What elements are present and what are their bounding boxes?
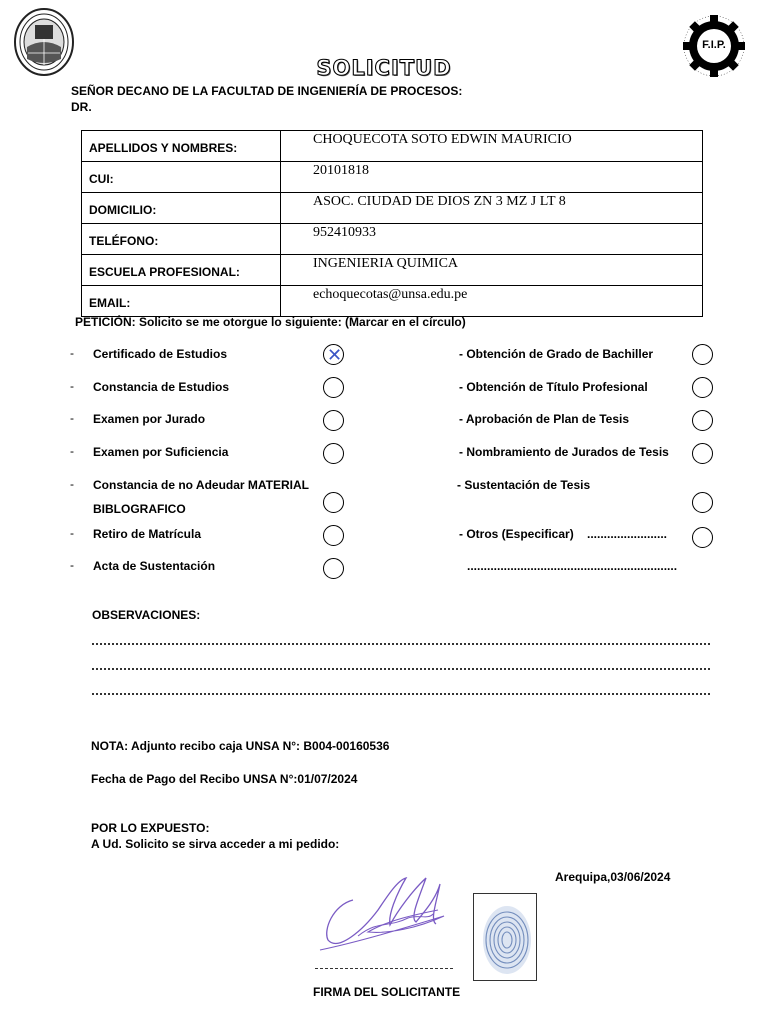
addressee-line: SEÑOR DECANO DE LA FACULTAD DE INGENIERÍA DE PROCESOS: (71, 84, 463, 98)
fingerprint-icon (474, 894, 537, 981)
field-label: DOMICILIO: (82, 193, 281, 224)
option-checkbox-titulo[interactable] (692, 377, 713, 398)
field-label: TELÉFONO: (82, 224, 281, 255)
option-label: Constancia de no Adeudar MATERIAL (93, 478, 310, 492)
option-label: - Aprobación de Plan de Tesis (459, 412, 630, 426)
fingerprint-box (473, 893, 537, 981)
field-label: EMAIL: (82, 286, 281, 317)
solicito-acceder: A Ud. Solicito se sirva acceder a mi pedido: (91, 837, 340, 851)
bullet-dash: - (70, 558, 74, 572)
otros-dots-line2[interactable]: ............................................................... (467, 559, 678, 573)
option-label: Retiro de Matrícula (93, 527, 202, 541)
bullet-dash: - (70, 444, 74, 458)
option-label: Examen por Jurado (93, 412, 206, 426)
option-label: Constancia de Estudios (93, 380, 230, 394)
observation-line[interactable] (92, 666, 710, 670)
option-label: - Nombramiento de Jurados de Tesis (459, 445, 669, 459)
nota-recibo: NOTA: Adjunto recibo caja UNSA N°: B004-00160536 (91, 739, 390, 753)
option-label: Examen por Suficiencia (93, 445, 229, 459)
option-checkbox-certificado[interactable] (323, 344, 344, 365)
option-checkbox-constancia[interactable] (323, 377, 344, 398)
bullet-dash: - (70, 477, 74, 491)
fip-logo-text: F.I.P. (702, 39, 726, 51)
email-value[interactable]: echoquecotas@unsa.edu.pe (281, 286, 703, 317)
option-checkbox-jurados-tesis[interactable] (692, 443, 713, 464)
phone-value[interactable]: 952410933 (281, 224, 703, 255)
option-label: Acta de Sustentación (93, 559, 216, 573)
otros-dots[interactable]: ........................ (587, 527, 668, 541)
table-row (82, 286, 703, 317)
address-value[interactable]: ASOC. CIUDAD DE DIOS ZN 3 MZ J LT 8 (281, 193, 703, 224)
option-checkbox-jurado[interactable] (323, 410, 344, 431)
document-title: SOLICITUD (316, 56, 452, 80)
table-row (82, 255, 703, 286)
table-row (82, 193, 703, 224)
option-checkbox-suficiencia[interactable] (323, 443, 344, 464)
fecha-pago: Fecha de Pago del Recibo UNSA N°:01/07/2024 (91, 772, 358, 786)
field-label: CUI: (82, 162, 281, 193)
option-label: - Obtención de Título Profesional (459, 380, 648, 394)
handwritten-signature (318, 870, 448, 956)
signature-line (315, 968, 453, 969)
applicant-info-table (81, 130, 703, 317)
name-value[interactable]: CHOQUECOTA SOTO EDWIN MAURICIO (281, 131, 703, 162)
field-label: ESCUELA PROFESIONAL: (82, 255, 281, 286)
table-row (82, 131, 703, 162)
check-x-icon: ✕ (327, 345, 343, 365)
option-checkbox-otros[interactable] (692, 527, 713, 548)
observation-line[interactable] (92, 641, 710, 645)
observations-heading: OBSERVACIONES: (92, 608, 201, 622)
addressee-dr: DR. (71, 100, 92, 114)
option-label: - Obtención de Grado de Bachiller (459, 347, 654, 361)
cui-value[interactable]: 20101818 (281, 162, 703, 193)
bullet-dash: - (70, 346, 74, 360)
option-checkbox-retiro[interactable] (323, 525, 344, 546)
place-date: Arequipa,03/06/2024 (555, 870, 671, 884)
option-checkbox-no-adeudar[interactable] (323, 492, 344, 513)
option-checkbox-plan-tesis[interactable] (692, 410, 713, 431)
option-label-cont: BIBLOGRAFICO (93, 502, 186, 516)
observation-line[interactable] (92, 691, 710, 695)
option-label: - Sustentación de Tesis (457, 478, 591, 492)
bullet-dash: - (70, 526, 74, 540)
table-row (82, 162, 703, 193)
por-lo-expuesto: POR LO EXPUESTO: (91, 821, 210, 835)
option-checkbox-bachiller[interactable] (692, 344, 713, 365)
option-checkbox-acta[interactable] (323, 558, 344, 579)
bullet-dash: - (70, 379, 74, 393)
table-row (82, 224, 703, 255)
petition-heading: PETICIÓN: Solicito se me otorgue lo siguiente: (Marcar en el círculo) (75, 315, 466, 329)
bullet-dash: - (70, 411, 74, 425)
signature-label: FIRMA DEL SOLICITANTE (313, 985, 461, 999)
option-label: - Otros (Especificar) (459, 527, 574, 541)
school-value[interactable]: INGENIERIA QUIMICA (281, 255, 703, 286)
option-checkbox-sustentacion[interactable] (692, 492, 713, 513)
field-label: APELLIDOS Y NOMBRES: (82, 131, 281, 162)
option-label: Certificado de Estudios (93, 347, 228, 361)
